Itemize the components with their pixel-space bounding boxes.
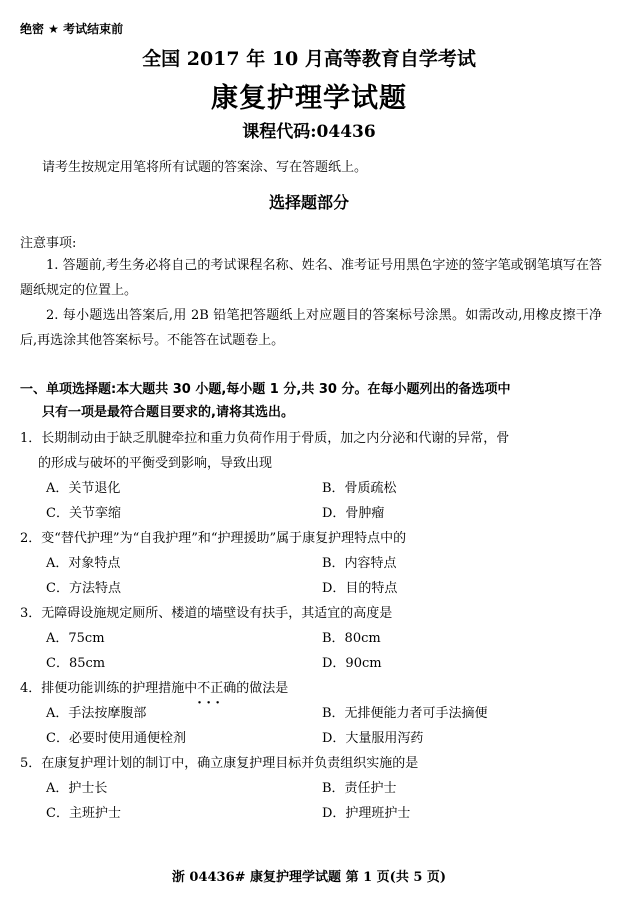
option-group [20,551,602,601]
question [20,601,602,676]
option-d: D．大量服用泻药 [322,731,424,746]
confidential-label: 绝密 ★ 考试结束前 [20,22,124,36]
option-d: D．骨肿瘤 [322,506,385,521]
stem-line: 的形成与破坏的平衡受到影响，导致出现 [38,456,273,471]
paper-title: 康复护理学试题 [211,83,407,114]
option-c: C．方法特点 [46,581,121,596]
exam-title: 全国 2017 年 10 月高等教育自学考试 [142,48,476,70]
option-c: C．必要时使用通便栓剂 [46,731,186,746]
stem-text: 4．排便功能训练的护理措施中 [20,681,198,696]
stem-line: 1．长期制动由于缺乏肌腱牵拉和重力负荷作用于骨质，加之内分泌和代谢的异常，骨 [20,431,510,446]
stem-line: 2．变“替代护理”为“自我护理”和“护理援助”属于康复护理特点中的 [20,531,407,546]
option-b: B．无排便能力者可手法摘便 [322,706,488,721]
option-c: C．85cm [46,656,106,671]
option-b: B．内容特点 [322,556,397,571]
question-stem [20,751,602,776]
option-group [20,476,602,526]
option-b: B．骨质疏松 [322,481,397,496]
option-group [20,701,602,751]
page-footer: 浙 04436# 康复护理学试题 第 1 页(共 5 页) [171,870,447,885]
stem-line: 3．无障碍设施规定厕所、楼道的墙壁设有扶手，其适宜的高度是 [20,606,393,621]
stem-text: 的做法是 [236,681,289,696]
stem-line [20,676,602,701]
question-stem [20,601,602,626]
emphasized-text: 不正确 · · · [197,681,236,696]
general-instruction: 请考生按规定用笔将所有试题的答案涂、写在答题纸上。 [42,160,368,175]
part-one-line: 只有一项是最符合题目要求的,请将其选出。 [42,405,294,420]
note-item: 1. 答题前,考生务必将自己的考试课程名称、姓名、准考证号用黑色字迹的签字笔或钢笔填写在答题纸规定的位置上。 [20,258,602,298]
note-item: 2. 每小题选出答案后,用 2B 铅笔把答题纸上对应题目的答案标号涂黑。如需改动,用橡皮擦干净后,再选涂其他答案标号。不能答在试题卷上。 [20,308,602,348]
question-stem [20,526,602,551]
question [20,676,602,751]
course-code: 课程代码:04436 [242,122,376,142]
option-group [20,776,602,826]
question [20,751,602,826]
option-c: C．关节挛缩 [46,506,121,521]
option-a: A．对象特点 [46,556,121,571]
stem-line: 5．在康复护理计划的制订中，确立康复护理目标并负责组织实施的是 [20,756,419,771]
question-stem [20,676,602,701]
option-d: D．90cm [322,656,382,671]
question [20,426,602,526]
option-d: D．护理班护士 [322,806,411,821]
option-a: A．手法按摩腹部 [46,706,147,721]
option-b: B．责任护士 [322,781,397,796]
option-c: C．主班护士 [46,806,121,821]
option-a: A．护士长 [46,781,108,796]
notes-list [20,253,602,353]
section-title: 选择题部分 [268,193,349,212]
part-one-heading [20,378,602,424]
option-a: A．75cm [46,631,105,646]
option-a: A．关节退化 [46,481,121,496]
part-one-line: 一、单项选择题:本大题共 30 小题,每小题 1 分,共 30 分。在每小题列出的备选项中 [20,382,511,397]
question-list [20,426,602,826]
notes-title: 注意事项: [20,236,77,251]
question [20,526,602,601]
question-stem [20,426,602,476]
option-b: B．80cm [322,631,381,646]
option-d: D．目的特点 [322,581,398,596]
option-group [20,626,602,676]
